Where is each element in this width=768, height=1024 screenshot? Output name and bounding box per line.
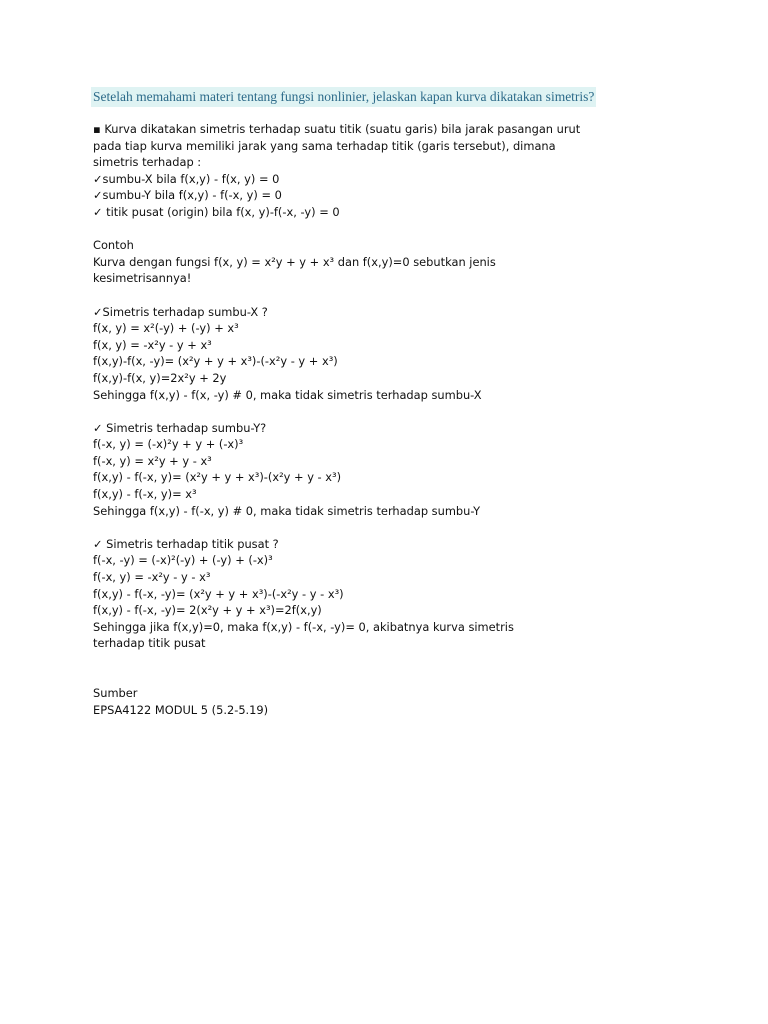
sumbu-x-line: ✓Simetris terhadap sumbu-X ? [93,304,268,319]
intro-line: ✓sumbu-X bila f(x,y) - f(x, y) = 0 [93,171,280,186]
intro-line: simetris terhadap : [93,155,202,170]
source-label: Sumber [93,686,138,701]
sumbu-x-line: f(x, y) = -x²y - y + x³ [93,337,212,352]
intro-line: ✓ titik pusat (origin) bila f(x, y)-f(-x, -y) = 0 [93,204,340,219]
spacer [93,403,653,420]
sumbu-x-line: f(x,y)-f(x, -y)= (x²y + y + x³)-(-x²y - y + x³) [93,354,338,369]
titik-pusat-line: Sehingga jika f(x,y)=0, maka f(x,y) - f(-x, -y)= 0, akibatnya kurva simetris [93,619,514,634]
titik-pusat-line: ✓ Simetris terhadap titik pusat ? [93,536,279,551]
titik-pusat-line: f(-x, y) = -x²y - y - x³ [93,570,211,585]
intro-line: pada tiap kurva memiliki jarak yang sama terhadap titik (garis tersebut), dimana [93,138,556,153]
titik-pusat-line: f(x,y) - f(-x, -y)= (x²y + y + x³)-(-x²y - y - x³) [93,586,344,601]
example-line: Contoh [93,238,134,253]
sumbu-x-line: Sehingga f(x,y) - f(x, -y) # 0, maka tidak simetris terhadap sumbu-X [93,387,482,402]
sumbu-x-section [93,304,653,404]
spacer [93,669,653,686]
intro-line: ✓sumbu-Y bila f(x,y) - f(-x, y) = 0 [93,188,282,203]
answer-body [93,121,653,718]
sumbu-y-section [93,420,653,520]
example-section [93,237,653,287]
titik-pusat-section [93,536,653,652]
sumbu-y-line: f(x,y) - f(-x, y)= (x²y + y + x³)-(x²y + y - x³) [93,470,342,485]
source-reference: EPSA4122 MODUL 5 (5.2-5.19) [93,702,269,717]
question-heading: Setelah memahami materi tentang fungsi nonlinier, jelaskan kapan kurva dikatakan simetris? [91,87,596,107]
spacer [93,519,653,536]
sumbu-x-line: f(x,y)-f(x, y)=2x²y + 2y [93,370,227,385]
sumbu-y-line: Sehingga f(x,y) - f(-x, y) # 0, maka tidak simetris terhadap sumbu-Y [93,503,481,518]
source-section [93,685,653,718]
sumbu-x-line: f(x, y) = x²(-y) + (-y) + x³ [93,321,239,336]
titik-pusat-line: f(-x, -y) = (-x)²(-y) + (-y) + (-x)³ [93,553,273,568]
intro-section [93,121,653,221]
sumbu-y-line: f(-x, y) = (-x)²y + y + (-x)³ [93,437,244,452]
example-line: Kurva dengan fungsi f(x, y) = x²y + y + x³ dan f(x,y)=0 sebutkan jenis [93,254,496,269]
titik-pusat-line: terhadap titik pusat [93,636,206,651]
spacer [93,287,653,304]
intro-line: ▪ Kurva dikatakan simetris terhadap suatu titik (suatu garis) bila jarak pasangan urut [93,122,581,136]
titik-pusat-line: f(x,y) - f(-x, -y)= 2(x²y + y + x³)=2f(x,y) [93,603,322,618]
spacer [93,652,653,669]
sumbu-y-line: ✓ Simetris terhadap sumbu-Y? [93,420,267,435]
sumbu-y-line: f(x,y) - f(-x, y)= x³ [93,487,197,502]
spacer [93,221,653,238]
sumbu-y-line: f(-x, y) = x²y + y - x³ [93,453,212,468]
example-line: kesimetrisannya! [93,271,192,286]
